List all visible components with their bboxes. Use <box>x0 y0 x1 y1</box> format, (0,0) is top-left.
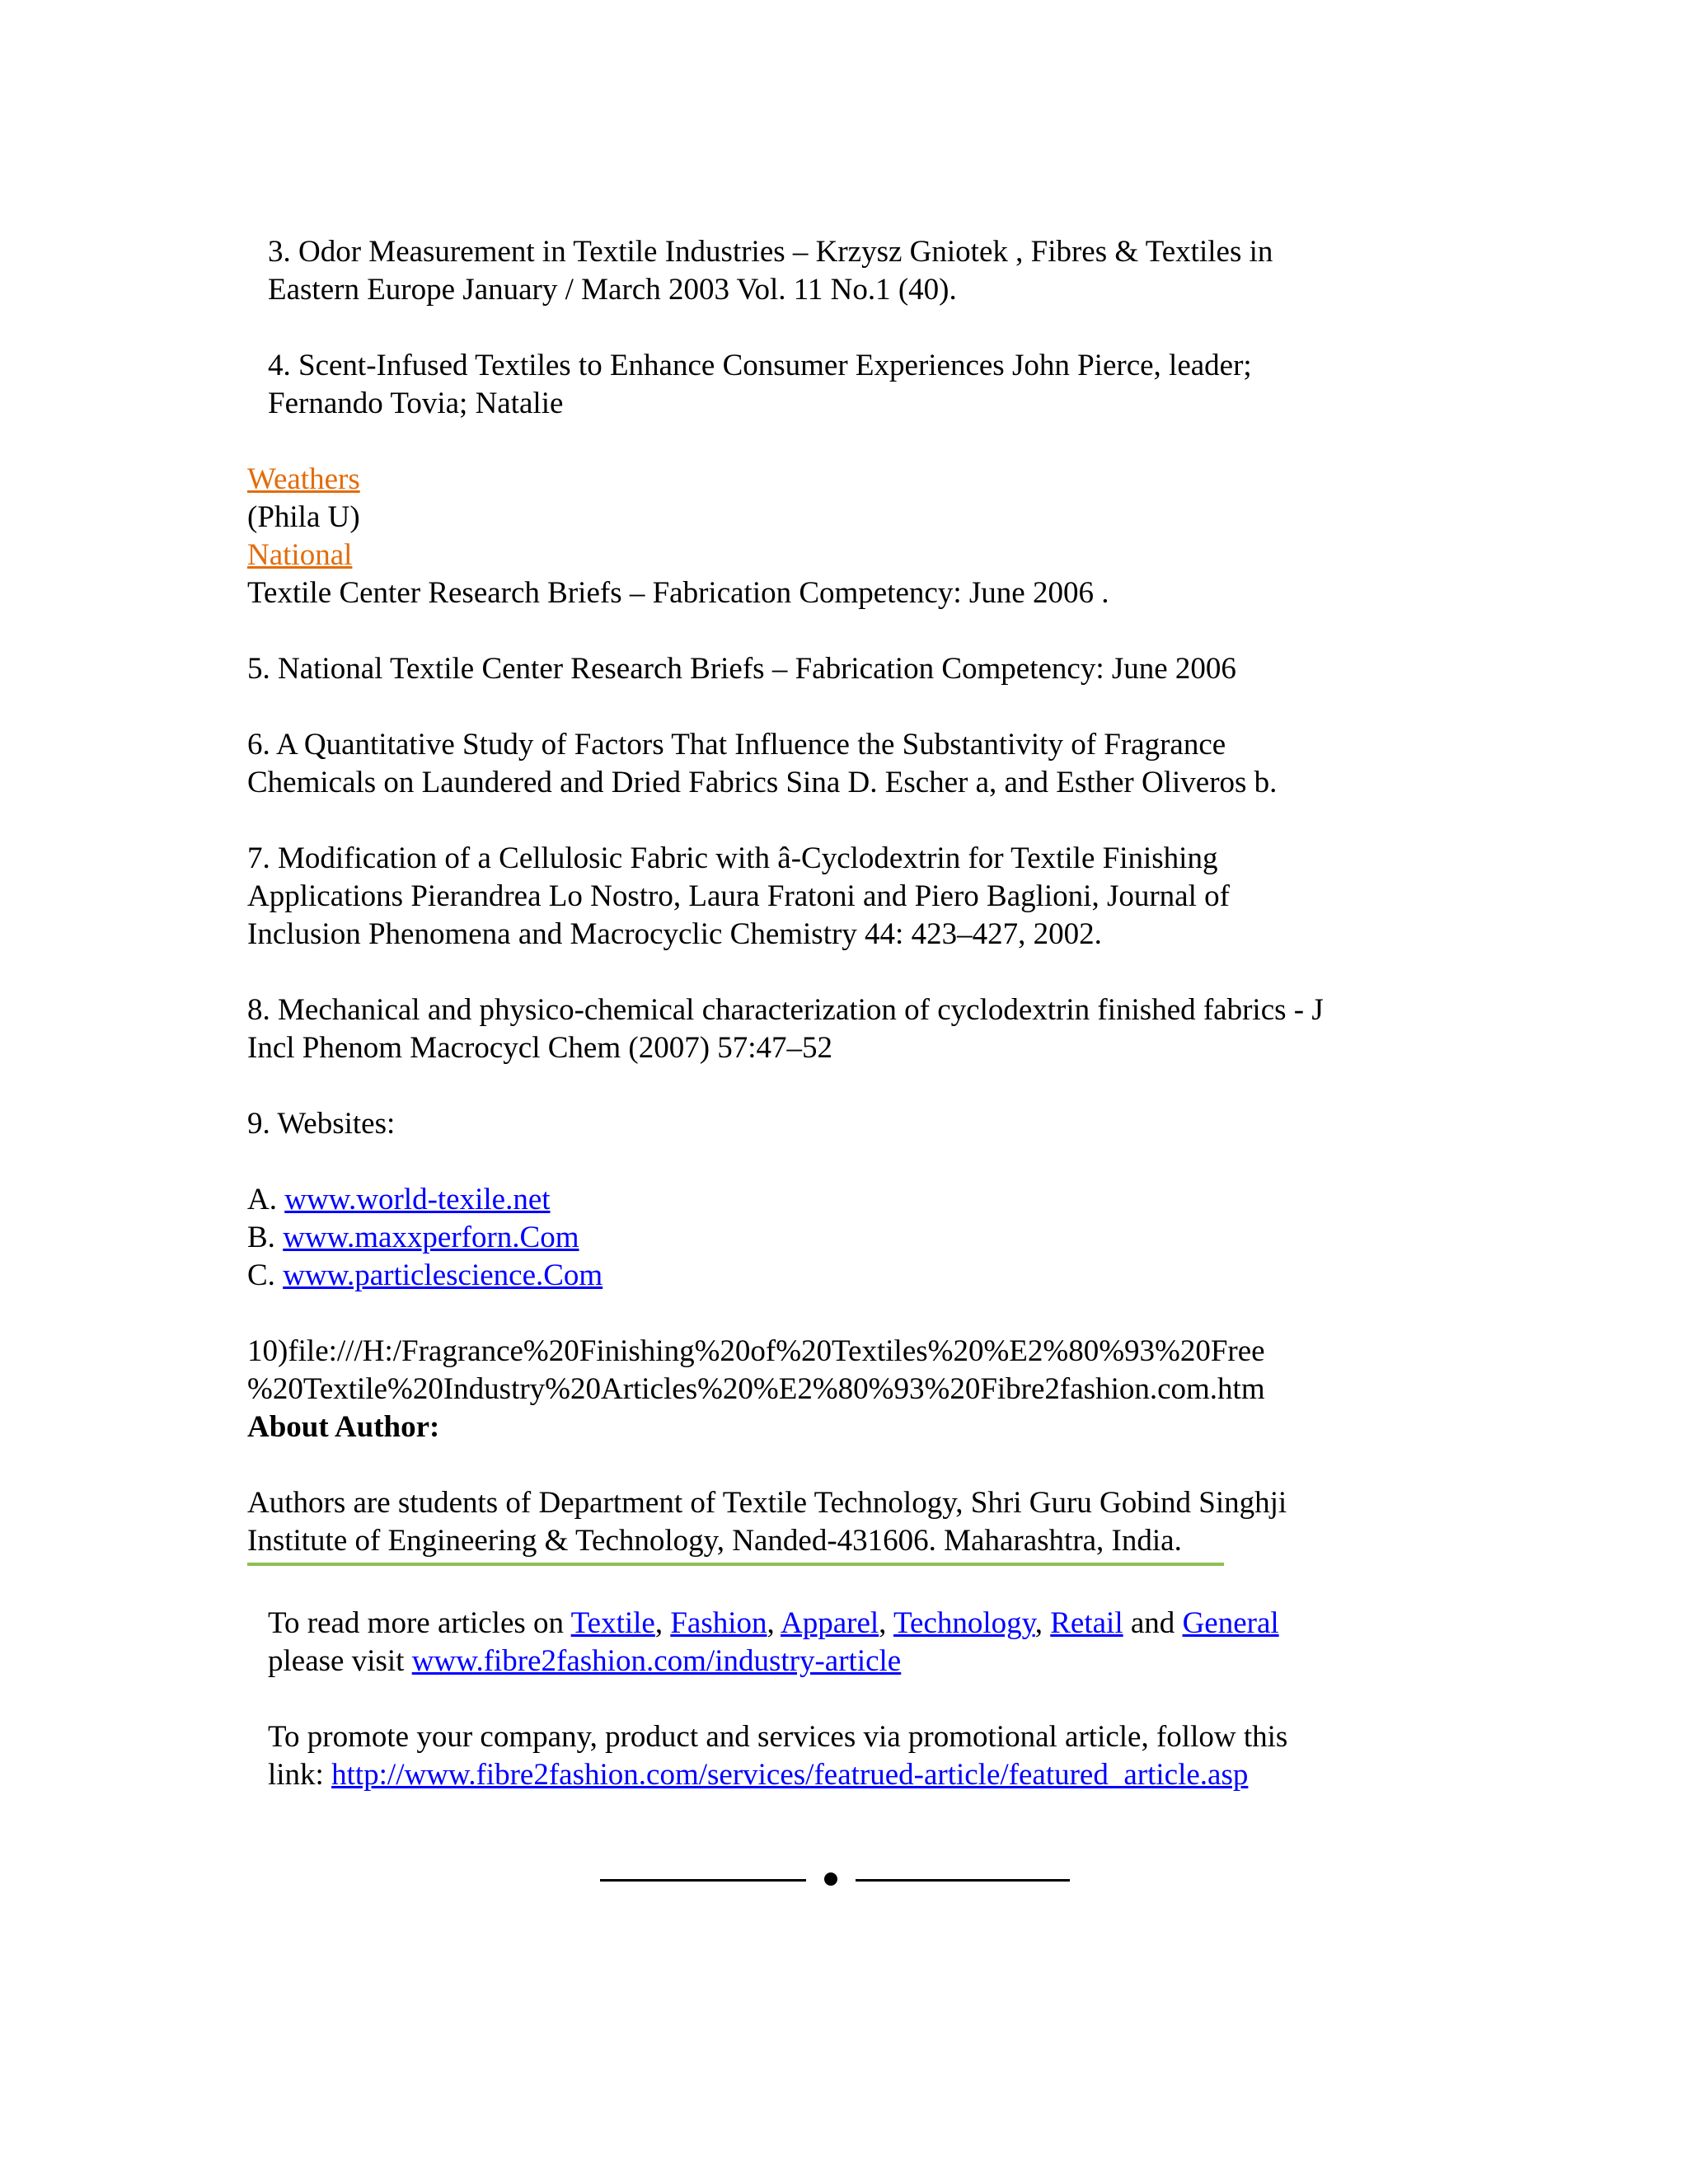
promote-line-1: To promote your company, product and services via promotional article, follow this <box>268 1720 1288 1754</box>
separator-line-right <box>856 1879 1070 1882</box>
comma: , <box>767 1606 781 1640</box>
reference-9-heading <box>247 1105 1484 1143</box>
about-author-text <box>247 1484 1484 1560</box>
reference-6 <box>247 726 1484 802</box>
general-link[interactable]: General <box>1182 1606 1279 1640</box>
reference-7-line-3: Inclusion Phenomena and Macrocyclic Chemistry 44: 423–427, 2002. <box>247 917 1102 951</box>
and-word: and <box>1123 1606 1183 1640</box>
featured-article-link[interactable]: http://www.fibre2fashion.com/services/featrued-article/featured_article.asp <box>331 1758 1249 1792</box>
reference-3-line-2: Eastern Europe January / March 2003 Vol. 11 No.1 (40). <box>268 273 957 307</box>
particlescience-link[interactable]: www.particlescience.Com <box>283 1258 603 1292</box>
comma: , <box>879 1606 893 1640</box>
reference-5 <box>247 650 1484 688</box>
website-item-b <box>247 1219 1484 1257</box>
reference-4-line-1: 4. Scent-Infused Textiles to Enhance Consumer Experiences John Pierce, leader; <box>268 349 1252 382</box>
website-item-c <box>247 1257 1484 1295</box>
read-more-prefix: To read more articles on <box>268 1606 571 1640</box>
read-more-block <box>268 1605 1471 1680</box>
about-author-line-1: Authors are students of Department of Textile Technology, Shri Guru Gobind Singhji <box>247 1486 1287 1520</box>
reference-6-line-1: 6. A Quantitative Study of Factors That Influence the Substantivity of Fragrance <box>247 728 1226 762</box>
about-author-heading: About Author: <box>247 1410 440 1444</box>
comma: , <box>654 1606 671 1640</box>
comma: , <box>1034 1606 1051 1640</box>
promote-line-2 <box>268 1756 1471 1794</box>
website-prefix: C. <box>247 1258 284 1292</box>
websites-list <box>247 1181 1484 1295</box>
reference-4-line-2: Fernando Tovia; Natalie <box>268 387 564 420</box>
websites-heading: 9. Websites: <box>247 1107 396 1141</box>
technology-link[interactable]: Technology <box>893 1606 1035 1640</box>
website-prefix: B. <box>247 1221 284 1254</box>
about-author-line-2: Institute of Engineering & Technology, Nanded-431606. Maharashtra, India. <box>247 1524 1182 1558</box>
reference-4 <box>268 347 1471 423</box>
green-divider <box>247 1563 1224 1566</box>
phila-u-text: (Phila U) <box>247 500 360 534</box>
national-link[interactable]: National <box>247 538 353 572</box>
reference-3 <box>268 233 1471 309</box>
reference-10-line-1: 10)file:///H:/Fragrance%20Finishing%20of%20Textiles%20%E2%80%93%20Free <box>247 1334 1265 1368</box>
separator-line-left <box>600 1879 806 1882</box>
reference-3-line-1: 3. Odor Measurement in Textile Industries – Krzysz Gniotek , Fibres & Textiles in <box>268 235 1273 269</box>
reference-6-line-2: Chemicals on Laundered and Dried Fabrics Sina D. Escher a, and Esther Oliveros b. <box>247 766 1278 799</box>
read-more-line-1 <box>268 1605 1471 1643</box>
reference-8 <box>247 991 1484 1067</box>
read-more-line-2 <box>268 1643 1471 1680</box>
reference-5-line: 5. National Textile Center Research Briefs – Fabrication Competency: June 2006 <box>247 652 1236 686</box>
reference-10-line-2: %20Textile%20Industry%20Articles%20%E2%80%93%20Fibre2fashion.com.htm <box>247 1372 1265 1406</box>
reference-8-line-1: 8. Mechanical and physico-chemical characterization of cyclodextrin finished fabrics - J <box>247 993 1324 1027</box>
website-prefix: A. <box>247 1183 285 1216</box>
weathers-link[interactable]: Weathers <box>247 462 360 496</box>
website-item-a <box>247 1181 1484 1219</box>
reference-10 <box>247 1333 1484 1446</box>
maxxperforn-link[interactable]: www.maxxperforn.Com <box>283 1221 579 1254</box>
please-visit-text: please visit <box>268 1644 412 1678</box>
reference-7-line-1: 7. Modification of a Cellulosic Fabric with â-Cyclodextrin for Textile Finishing <box>247 841 1218 875</box>
reference-7-line-2: Applications Pierandrea Lo Nostro, Laura Fratoni and Piero Baglioni, Journal of <box>247 879 1230 913</box>
separator-dot-icon <box>824 1872 837 1886</box>
fashion-link[interactable]: Fashion <box>670 1606 767 1640</box>
retail-link[interactable]: Retail <box>1050 1606 1123 1640</box>
apparel-link[interactable]: Apparel <box>780 1606 879 1640</box>
industry-article-link[interactable]: www.fibre2fashion.com/industry-article <box>411 1644 902 1678</box>
link-label: link: <box>268 1758 332 1792</box>
world-textile-link[interactable]: www.world-texile.net <box>284 1183 551 1216</box>
reference-4-tail: Textile Center Research Briefs – Fabrication Competency: June 2006 . <box>247 576 1109 610</box>
reference-7 <box>247 840 1484 954</box>
reference-8-line-2: Incl Phenom Macrocycl Chem (2007) 57:47–52 <box>247 1031 833 1065</box>
textile-link[interactable]: Textile <box>570 1606 655 1640</box>
promote-block <box>268 1718 1471 1794</box>
reference-4-continuation <box>247 461 1484 612</box>
